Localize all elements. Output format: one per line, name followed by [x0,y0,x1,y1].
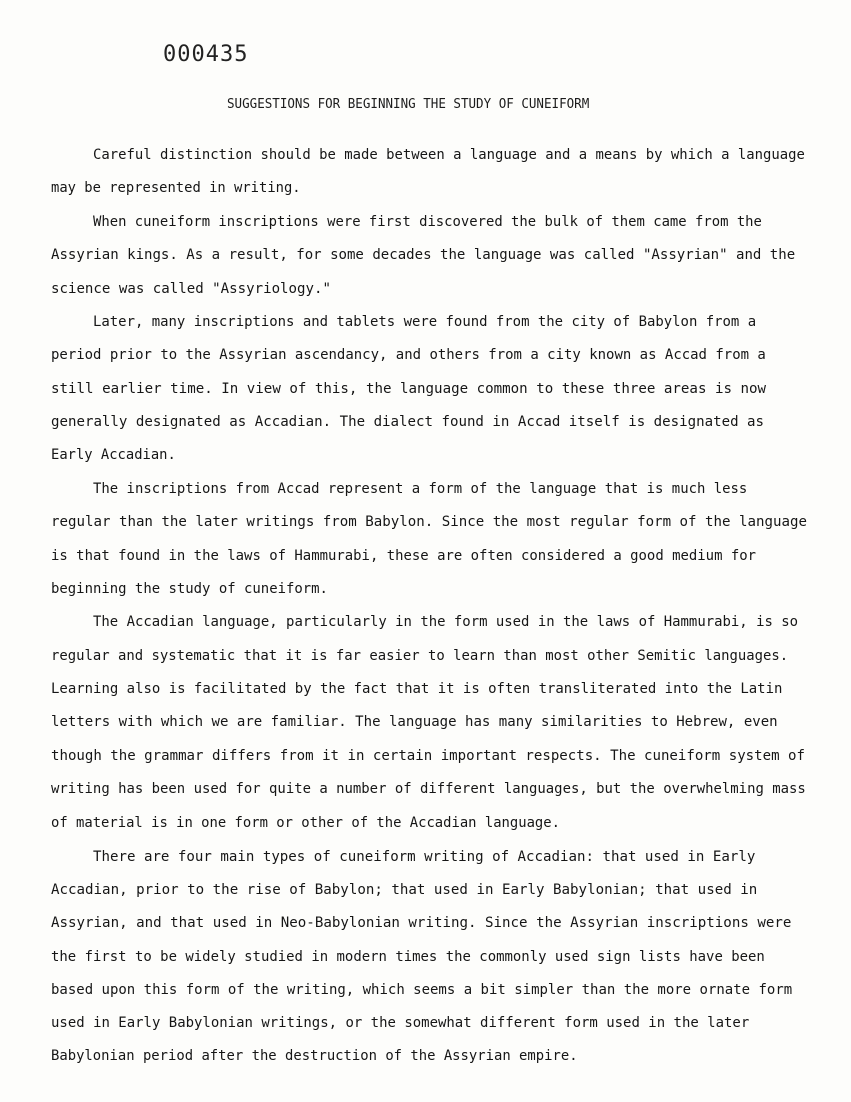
text-line: of material is in one form or other of the Accadian language. [51,814,560,831]
text-line: regular and systematic that it is far easier to learn than most other Semitic languages. [51,647,789,664]
text-line: based upon this form of the writing, which seems a bit simpler than the more ornate form [51,981,793,998]
text-line: is that found in the laws of Hammurabi, these are often considered a good medium for [51,547,757,564]
text-line: used in Early Babylonian writings, or the somewhat different form used in the later [51,1014,750,1031]
text-line: When cuneiform inscriptions were first discovered the bulk of them came from the [93,213,762,230]
text-line: regular than the later writings from Babylon. Since the most regular form of the language [51,513,807,530]
text-line: generally designated as Accadian. The dialect found in Accad itself is designated as [51,413,765,430]
text-line: The inscriptions from Accad represent a form of the language that is much less [93,480,748,497]
text-line: Accadian, prior to the rise of Babylon; that used in Early Babylonian; that used in [51,881,758,898]
text-line: Learning also is facilitated by the fact that it is often transliterated into the Latin [51,680,783,697]
text-line: Assyrian kings. As a result, for some decades the language was called "Assyrian" and the [51,246,796,263]
text-line: though the grammar differs from it in certain important respects. The cuneiform system of [51,747,805,764]
text-line: may be represented in writing. [51,179,301,196]
text-line: Assyrian, and that used in Neo-Babylonian writing. Since the Assyrian inscriptions were [51,914,792,931]
text-line: letters with which we are familiar. The language has many similarities to Hebrew, even [51,713,778,730]
text-line: Early Accadian. [51,446,176,463]
document-title: SUGGESTIONS FOR BEGINNING THE STUDY OF CUNEIFORM [227,97,590,112]
text-line: writing has been used for quite a number of different languages, but the overwhelming mass [51,780,806,797]
document-number: 000435 [163,42,249,67]
text-line: period prior to the Assyrian ascendancy, and others from a city known as Accad from a [51,346,766,363]
text-line: the first to be widely studied in modern times the commonly used sign lists have been [51,948,765,965]
text-line: science was called "Assyriology." [51,280,331,297]
text-line: still earlier time. In view of this, the language common to these three areas is now [51,380,767,397]
text-line: The Accadian language, particularly in the form used in the laws of Hammurabi, is so [93,613,799,630]
text-line: Careful distinction should be made between a language and a means by which a language [93,146,805,163]
text-line: Babylonian period after the destruction of the Assyrian empire. [51,1047,578,1064]
text-line: There are four main types of cuneiform writing of Accadian: that used in Early [93,848,756,865]
text-line: beginning the study of cuneiform. [51,580,328,597]
text-line: Later, many inscriptions and tablets were found from the city of Babylon from a [93,313,757,330]
